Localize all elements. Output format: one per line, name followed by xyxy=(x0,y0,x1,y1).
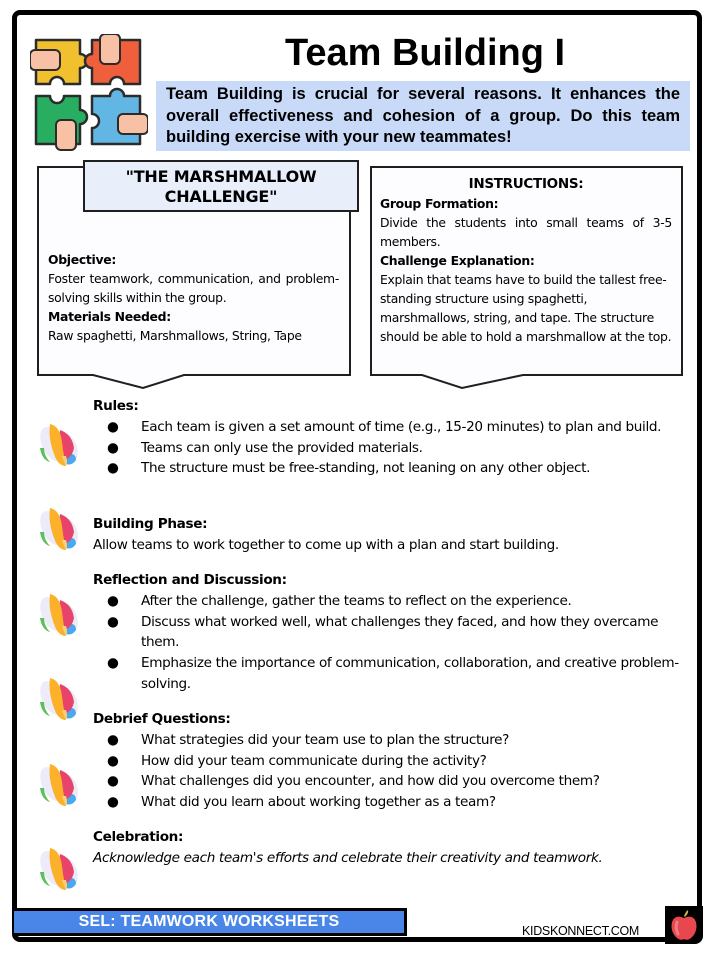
list-item-text: What strategies did your team use to plan the structure? xyxy=(141,731,510,748)
leaf-bullet-icon xyxy=(32,588,84,640)
footer-site-link[interactable]: KIDSKONNECT.COM xyxy=(522,924,640,938)
list-item-text: Discuss what worked well, what challenges they faced, and how they overcame them. xyxy=(141,613,659,651)
materials-label: Materials Needed: xyxy=(48,309,171,324)
list-item-text: Each team is given a set amount of time (e.g., 15-20 minutes) to plan and build. xyxy=(141,418,662,435)
list-item-text: The structure must be free-standing, not leaning on any other object. xyxy=(141,460,591,477)
list-item xyxy=(93,591,683,612)
list-item xyxy=(93,458,683,479)
instructions-content xyxy=(380,175,672,346)
debrief-list xyxy=(93,730,683,813)
instructions-title: INSTRUCTIONS: xyxy=(468,176,584,192)
rules-section xyxy=(93,396,683,479)
leaf-bullet-icon xyxy=(32,758,84,810)
group-text: Divide the students into small teams of 3-5 members. xyxy=(380,215,672,249)
building-heading: Building Phase: xyxy=(93,516,208,532)
puzzle-hands-icon xyxy=(30,34,148,152)
bullet: ● xyxy=(107,794,119,811)
group-label: Group Formation: xyxy=(380,196,499,211)
bullet: ● xyxy=(107,752,119,769)
list-item xyxy=(93,653,683,695)
challenge-label: Challenge Explanation: xyxy=(380,253,535,268)
building-section xyxy=(93,514,683,556)
challenge-text: Explain that teams have to build the tallest free-standing structure using spaghetti, marshmallows, string, and tape. The structure should be able to hold a marshmallow at the top. xyxy=(380,272,672,344)
bullet: ● xyxy=(107,439,119,456)
rules-heading: Rules: xyxy=(93,398,139,414)
leaf-bullet-icon xyxy=(32,502,84,554)
list-item-text: After the challenge, gather the teams to reflect on the experience. xyxy=(141,592,572,609)
list-item-text: How did your team communicate during the activity? xyxy=(141,752,487,769)
list-item-text: What challenges did you encounter, and how did you overcome them? xyxy=(141,773,600,790)
intro-text: Team Building is crucial for several reasons. It enhances the overall effectiveness and cohesion of a group. Do this team building exercise with your new teammates! xyxy=(156,81,690,151)
celebration-text: Acknowledge each team's efforts and celebrate their creativity and teamwork. xyxy=(93,849,603,866)
rules-list xyxy=(93,417,683,479)
leaf-bullet-icon xyxy=(32,672,84,724)
leaf-bullet-icon xyxy=(32,842,84,894)
page-title: Team Building I xyxy=(284,32,566,74)
list-item-text: Emphasize the importance of communication, collaboration, and creative problem-solving. xyxy=(141,655,679,692)
list-item xyxy=(93,730,683,751)
objective-text: Foster teamwork, communication, and problem-solving skills within the group. xyxy=(48,271,339,305)
materials-text: Raw spaghetti, Marshmallows, String, Tape xyxy=(48,328,302,343)
building-text: Allow teams to work together to come up with a plan and start building. xyxy=(93,536,559,553)
apple-logo-box xyxy=(665,906,703,944)
bullet: ● xyxy=(107,731,119,748)
apple-icon xyxy=(665,906,703,944)
list-item xyxy=(93,612,683,654)
list-item-text: Teams can only use the provided materials. xyxy=(141,439,423,456)
bullet: ● xyxy=(107,418,119,435)
celebration-heading: Celebration: xyxy=(93,829,184,845)
bullet: ● xyxy=(107,460,119,477)
list-item xyxy=(93,771,683,792)
challenge-content xyxy=(48,250,339,345)
challenge-title: "THE MARSHMALLOW CHALLENGE" xyxy=(83,160,359,212)
debrief-heading: Debrief Questions: xyxy=(93,711,231,727)
footer-banner: SEL: TEAMWORK WORKSHEETS xyxy=(14,908,407,936)
bullet: ● xyxy=(107,773,119,790)
objective-label: Objective: xyxy=(48,252,117,267)
list-item xyxy=(93,417,683,438)
debrief-section xyxy=(93,709,683,813)
instructions-callout xyxy=(370,166,683,390)
leaf-bullet-icon xyxy=(32,418,84,470)
list-item xyxy=(93,792,683,813)
list-item xyxy=(93,438,683,459)
bullet: ● xyxy=(107,613,119,630)
bullet: ● xyxy=(107,592,119,609)
list-item-text: What did you learn about working together as a team? xyxy=(141,794,496,811)
reflection-heading: Reflection and Discussion: xyxy=(93,572,287,588)
celebration-section xyxy=(93,827,683,869)
reflection-list xyxy=(93,591,683,695)
reflection-section xyxy=(93,570,683,695)
bullet: ● xyxy=(107,655,119,672)
list-item xyxy=(93,751,683,772)
